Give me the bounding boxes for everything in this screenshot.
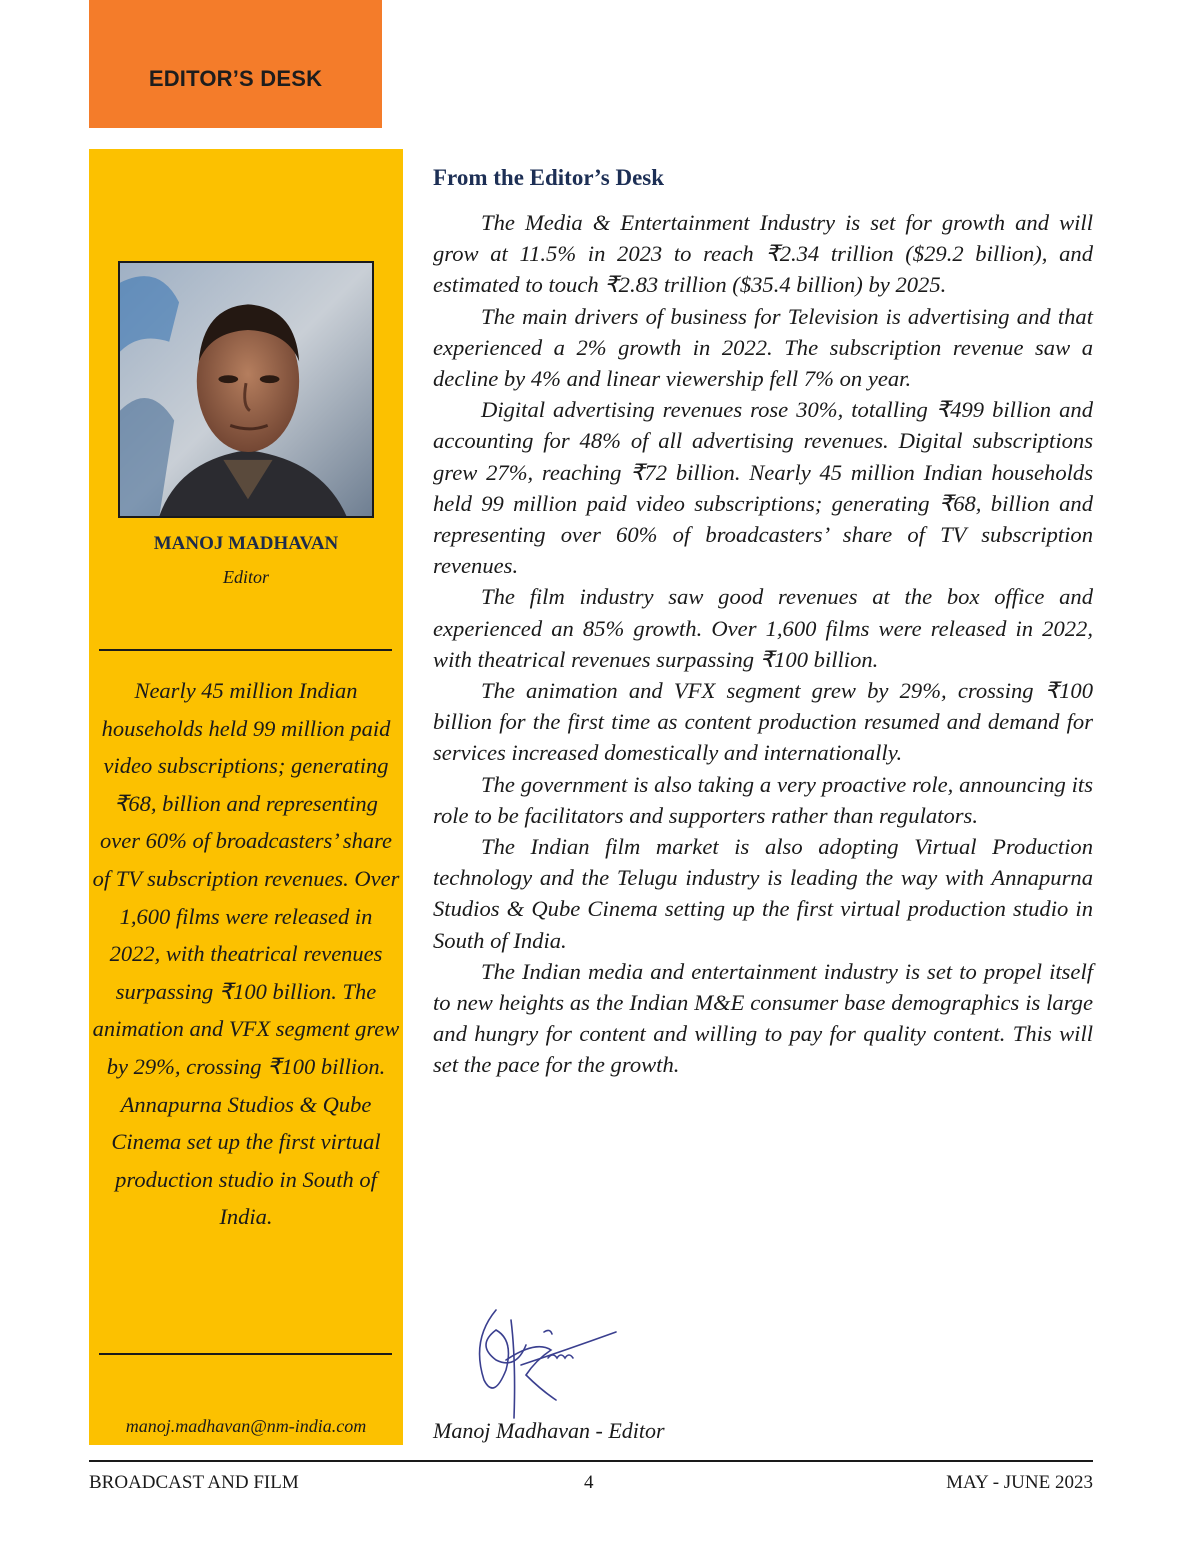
article-paragraph: The film industry saw good revenues at the box office and experienced an 85% growth. Over 1,600 films were released in 2022, with theatrical revenues surpassing ₹100 billion. [433,584,1093,672]
article-paragraph: The main drivers of business for Television is advertising and that experienced a 2% growth in 2022. The subscription revenue saw a decline by 4% and linear viewership fell 7% on year. [433,303,1093,392]
editor-photo [118,261,374,518]
article-paragraph: Digital advertising revenues rose 30%, totalling ₹499 billion and accounting for 48% of all advertising revenues. Digital subscriptions grew 27%, reaching ₹72 billion. Nearly 45 million Indian households held 99 million paid video subscriptions; generating ₹68, billion and representing over 60% of broadcasters’ share of TV subscription revenues. [433,397,1093,579]
footer-page-number: 4 [584,1472,594,1493]
quote-bottom-rule [99,1353,392,1355]
footer-issue: MAY - JUNE 2023 [946,1472,1093,1493]
article-paragraph: The Indian film market is also adopting Virtual Production technology and the Telugu industry is leading the way with Annapurna Studios & Qube Cinema setting up the first virtual production studio in South of India. [433,834,1093,953]
footer-rule [89,1460,1093,1462]
article-body [433,207,1093,1081]
article-paragraph: The animation and VFX segment grew by 29%, crossing ₹100 billion for the first time as content production resumed and demand for services increased domestically and internationally. [433,678,1093,766]
pull-quote: Nearly 45 million Indian households held 99 million paid video subscriptions; generating ₹68, billion and representing over 60% of broadcasters’ share of TV subscription revenues. Over 1,600 films were released in 2022, with theatrical revenues surpassing ₹100 billion. The animation and VFX segment grew by 29%, crossing ₹100 billion. Annapurna Studios & Qube Cinema set up the first virtual production studio in South of India. [92,678,400,1230]
article-heading: From the Editor’s Desk [433,165,665,190]
article-paragraph: The Indian media and entertainment industry is set to propel itself to new heights as the Indian M&E consumer base demographics is large and hungry for content and willing to pay for quality content. This will set the pace for the growth. [433,958,1093,1078]
quote-top-rule [99,649,392,651]
editor-role: Editor [222,567,269,587]
editor-signature [466,1300,626,1425]
editor-email[interactable]: manoj.madhavan@nm-india.com [125,1416,367,1436]
section-tab [89,0,382,128]
editor-name: MANOJ MADHAVAN [153,533,339,554]
article-paragraph: The Media & Entertainment Industry is set for growth and will grow at 11.5% in 2023 to reach ₹2.34 trillion ($29.2 billion), and estimated to touch ₹2.83 trillion ($35.4 billion) by 2025. [433,210,1093,298]
section-tab-label: EDITOR’S DESK [148,66,323,91]
signoff-name: Manoj Madhavan - Editor [433,1418,665,1443]
article-paragraph: The government is also taking a very proactive role, announcing its role to be facilitators and supporters rather than regulators. [433,771,1093,828]
footer-publication: BROADCAST AND FILM [89,1472,299,1493]
